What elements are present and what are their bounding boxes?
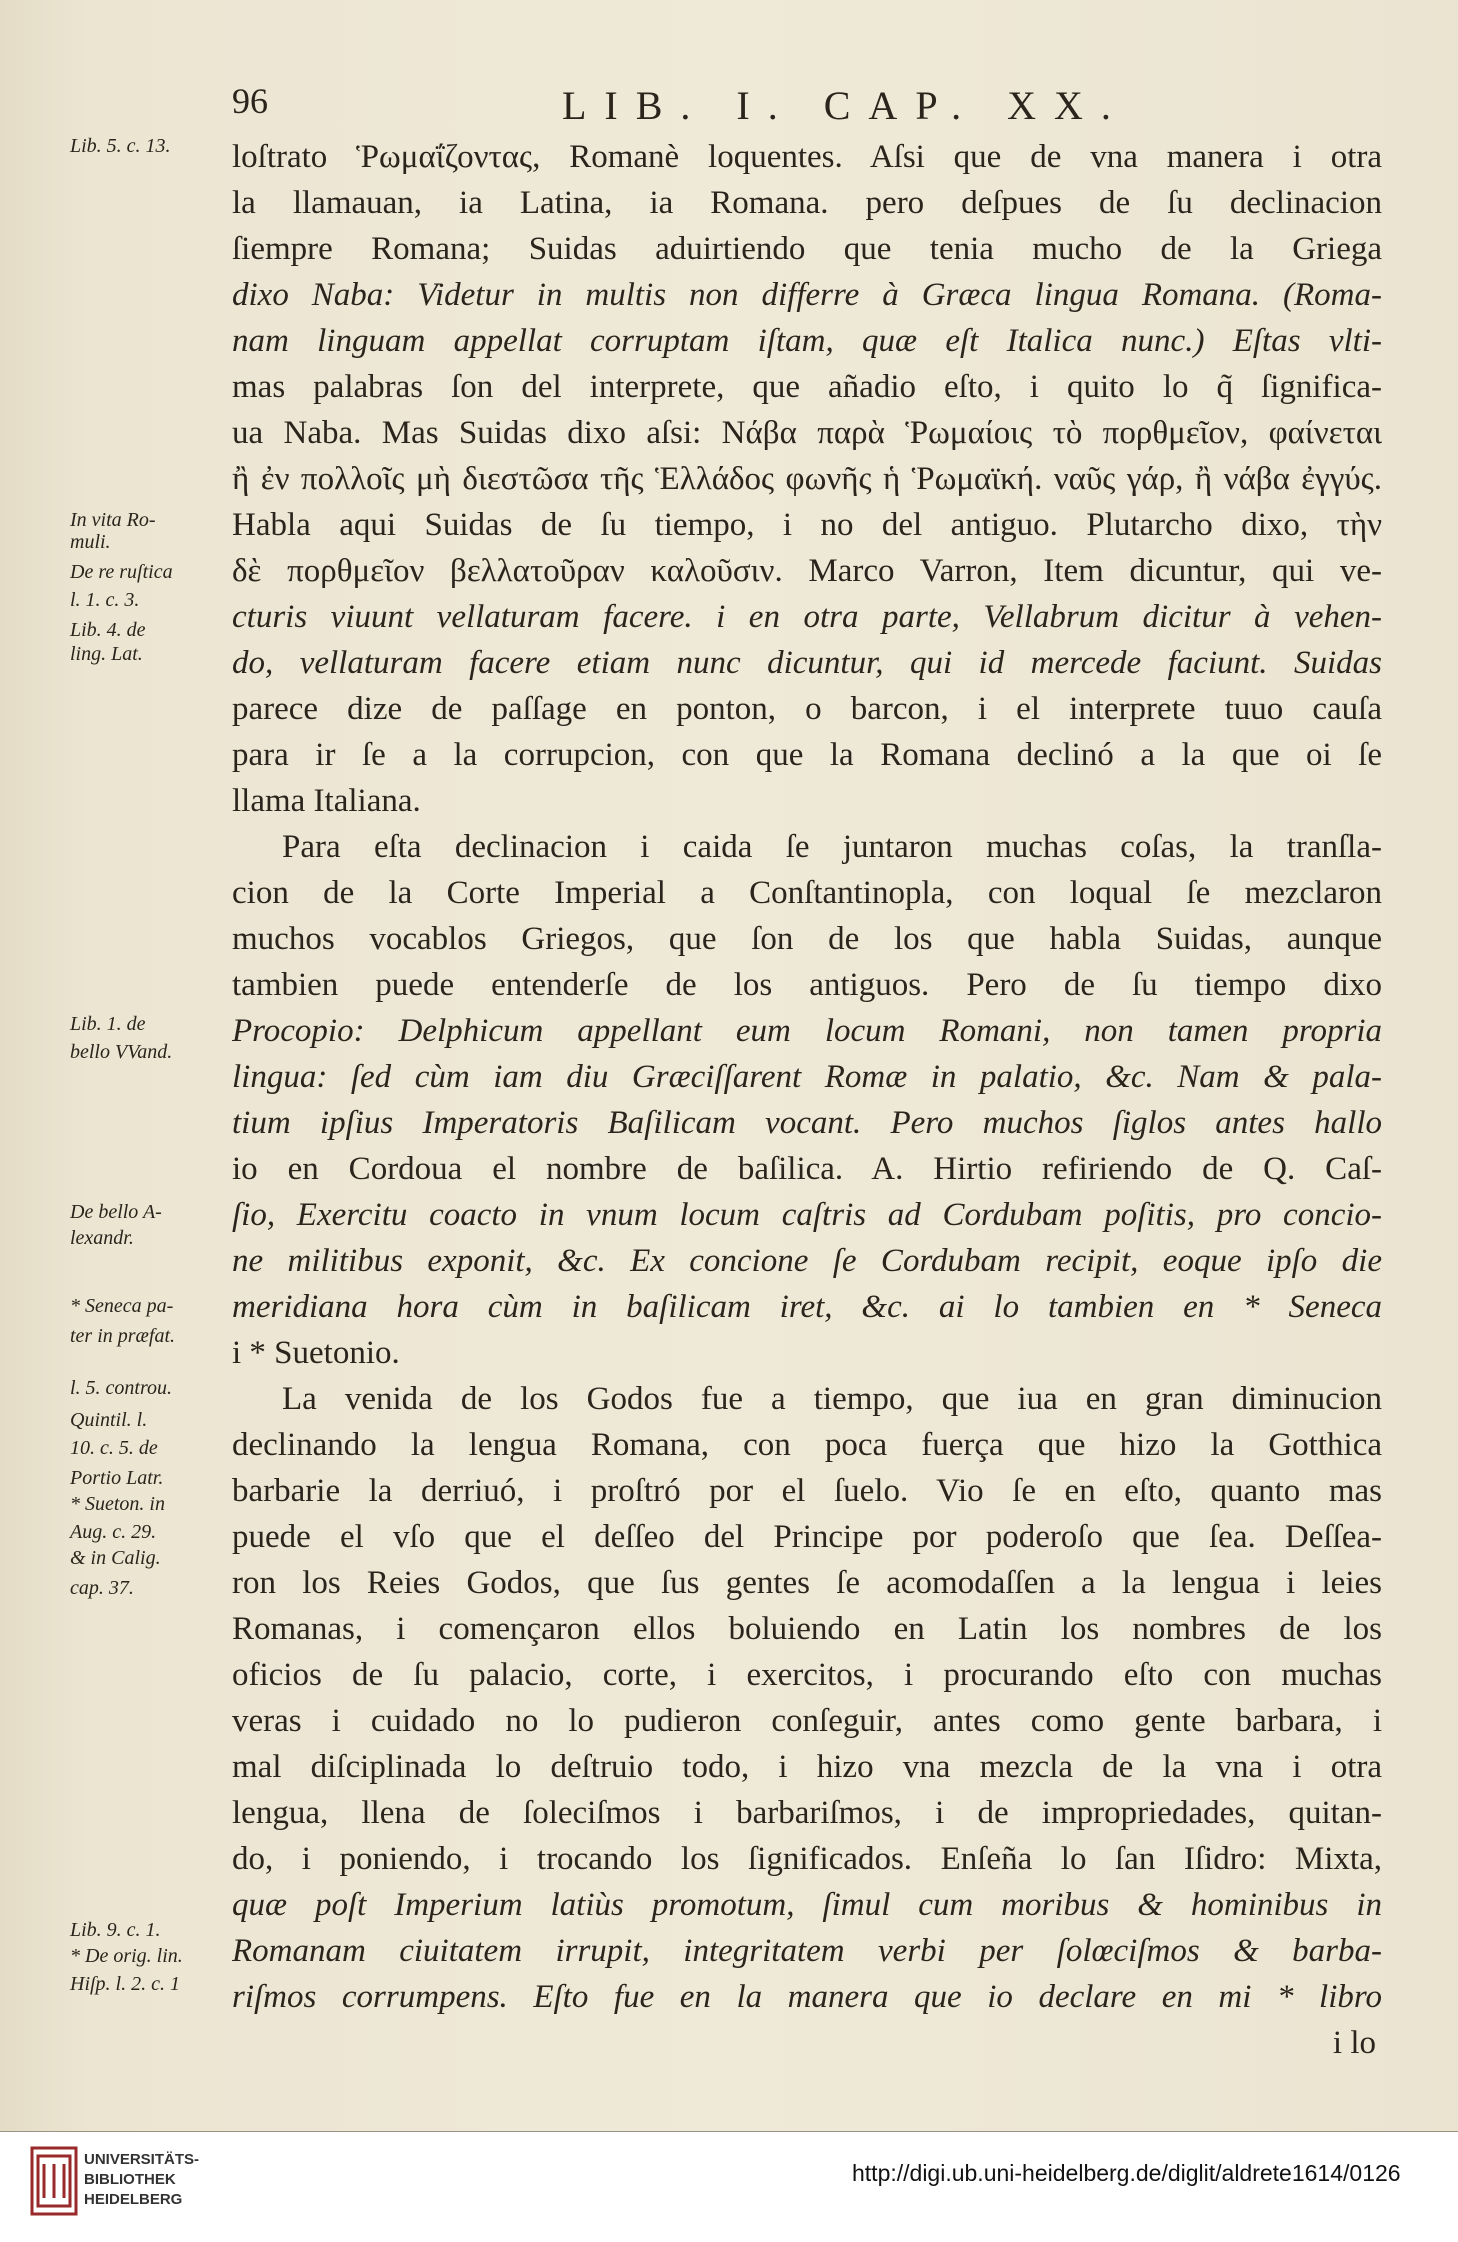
margin-note: Lib. 5. c. 13. (70, 135, 171, 157)
text-line: mas palabras ſon del interprete, que añadio eſto, i quito lo q̃ ſignifica- (232, 369, 1382, 405)
margin-note: Hiſp. l. 2. c. 1 (70, 1973, 180, 1995)
text-line: quæ poſt Imperium latiùs promotum, ſimul cum moribus & hominibus in (232, 1887, 1382, 1923)
body-text (232, 134, 1382, 2066)
margin-note: ter in præfat. (70, 1325, 176, 1347)
text-line: La venida de los Godos fue a tiempo, que iua en gran diminucion (282, 1381, 1382, 1417)
margin-note: Lib. 9. c. 1. (70, 1919, 161, 1941)
text-line: ne militibus exponit, &c. Ex concione ſe Cordubam recipit, eoque ipſo die (232, 1243, 1382, 1279)
margin-note: lexandr. (70, 1227, 134, 1249)
margin-note: l. 1. c. 3. (70, 589, 140, 611)
text-line: tium ipſius Imperatoris Baſilicam vocant. Pero muchos ſiglos antes hallo (232, 1105, 1382, 1141)
text-line: Habla aqui Suidas de ſu tiempo, i no del antiguo. Plutarcho dixo, τὴν (232, 507, 1382, 543)
margin-note: In vita Ro- (70, 509, 156, 531)
text-line: ſio, Exercitu coacto in vnum locum caſtris ad Cordubam poſitis, pro concio- (232, 1197, 1382, 1233)
text-line: do, vellaturam facere etiam nunc dicuntur, qui id mercede faciunt. Suidas (232, 645, 1382, 681)
text-line: tambien puede entenderſe de los antiguos. Pero de ſu tiempo dixo (232, 967, 1382, 1003)
text-line: io en Cordoua el nombre de baſilica. A. Hirtio refiriendo de Q. Caſ- (232, 1151, 1382, 1187)
text-line: dixo Naba: Videtur in multis non differre à Græca lingua Romana. (Roma- (232, 277, 1382, 313)
text-line: llama Italiana. (232, 783, 421, 819)
source-url[interactable]: http://digi.ub.uni-heidelberg.de/diglit/aldrete1614/0126 (852, 2160, 1401, 2186)
text-line: ſiempre Romana; Suidas aduirtiendo que tenia mucho de la Griega (232, 231, 1382, 267)
text-line: declinando la lengua Romana, con poca fuerça que hizo la Gotthica (232, 1427, 1382, 1463)
margin-note: cap. 37. (70, 1577, 134, 1599)
text-line: loſtrato Ῥωμαΐζοντας, Romanè loquentes. Aſsi que de vna manera i otra (232, 139, 1382, 175)
text-line: muchos vocablos Griegos, que ſon de los que habla Suidas, aunque (232, 921, 1382, 957)
text-line: para ir ſe a la corrupcion, con que la Romana declinó a la que oi ſe (232, 737, 1382, 773)
text-line: lengua, llena de ſoleciſmos i barbariſmos, i de impropriedades, quitan- (232, 1795, 1382, 1831)
text-line: Procopio: Delphicum appellant eum locum Romani, non tamen propria (232, 1013, 1382, 1049)
text-line: ron los Reies Godos, que ſus gentes ſe acomodaſſen a la lengua i leies (232, 1565, 1382, 1601)
text-line: Romanam ciuitatem irrupit, integritatem verbi per ſolœciſmos & barba- (232, 1933, 1382, 1969)
text-line: i lo (1332, 2025, 1376, 2061)
margin-note: Portio Latr. (70, 1467, 164, 1489)
text-line: veras i cuidado no lo pudieron conſeguir, antes como gente barbara, i (232, 1703, 1382, 1739)
text-line: parece dize de paſſage en ponton, o barcon, i el interprete tuuo cauſa (232, 691, 1382, 727)
margin-note: l. 5. controu. (70, 1377, 173, 1399)
university-seal-icon (30, 2146, 78, 2216)
logo-line: BIBLIOTHEK (84, 2171, 176, 2188)
text-line: ua Naba. Mas Suidas dixo aſsi: Νάβα παρὰ Ῥωμαίοις τὸ πορθμεῖον, φαίνεται (232, 415, 1382, 451)
text-line: riſmos corrumpens. Eſto fue en la manera que io declare en mi * libro (232, 1979, 1382, 2015)
logo-line: HEIDELBERG (84, 2191, 183, 2208)
margin-note: ling. Lat. (70, 643, 143, 665)
page-number: 96 (232, 81, 268, 121)
margin-note: De bello A- (70, 1201, 162, 1223)
margin-note: 10. c. 5. de (70, 1437, 158, 1459)
chapter-heading: LIB. I. CAP. XX. (562, 83, 1129, 128)
text-line: do, i poniendo, i trocando los ſignificados. Enſeña lo ſan Iſidro: Mixta, (232, 1841, 1382, 1877)
text-line: la llamauan, ia Latina, ia Romana. pero deſpues de ſu declinacion (232, 185, 1382, 221)
text-line: cturis viuunt vellaturam facere. i en otra parte, Vellabrum dicitur à vehen- (232, 599, 1382, 635)
running-head (232, 80, 1382, 130)
margin-note: * Seneca pa- (70, 1295, 174, 1317)
text-line: mal diſciplinada lo deſtruio todo, i hizo vna mezcla de la vna i otra (232, 1749, 1382, 1785)
text-line: puede el vſo que el deſſeo del Principe por poderoſo que ſea. Deſſea- (232, 1519, 1382, 1555)
logo-line: UNIVERSITÄTS- (84, 2151, 200, 2168)
text-line: ἢ ἐν πολλοῖς μὴ διεστῶσα τῆς Ἑλλάδος φωνῆς ἡ Ῥωμαϊκή. ναῦς γάρ, ἢ νάβα ἐγγύς. (232, 461, 1382, 497)
text-line: oficios de ſu palacio, corte, i exercitos, i procurando eſto con muchas (232, 1657, 1382, 1693)
margin-note: * De orig. lin. (70, 1945, 183, 1967)
text-line: δὲ πορθμεῖον βελλατοῦραν καλοῦσιν. Marco Varron, Item dicuntur, qui ve- (232, 553, 1382, 589)
text-line: i * Suetonio. (232, 1335, 400, 1371)
margin-note: De re ruſtica (70, 561, 173, 583)
text-line: cion de la Corte Imperial a Conſtantinopla, con loqual ſe mezclaron (232, 875, 1382, 911)
text-line: meridiana hora cùm in baſilicam iret, &c. ai lo tambien en * Seneca (232, 1289, 1382, 1325)
margin-note: Lib. 1. de (70, 1013, 146, 1035)
text-line: nam linguam appellat corruptam iſtam, quæ eſt Italica nunc.) Eſtas vlti- (232, 323, 1382, 359)
text-line: Para eſta declinacion i caida ſe juntaron muchas coſas, la tranſla- (282, 829, 1382, 865)
text-line: lingua: ſed cùm iam diu Græciſſarent Romæ in palatio, &c. Nam & pala- (232, 1059, 1382, 1095)
margin-note: Lib. 4. de (70, 619, 146, 641)
library-logo-text (84, 2150, 199, 2210)
text-line: barbarie la derriuó, i proſtró por el ſuelo. Vio ſe en eſto, quanto mas (232, 1473, 1382, 1509)
margin-note: muli. (70, 531, 111, 553)
footer-bar (0, 2132, 1458, 2242)
margin-note: bello VVand. (70, 1041, 173, 1063)
margin-note: * Sueton. in (70, 1493, 165, 1515)
margin-note: Quintil. l. (70, 1409, 148, 1431)
margin-note: Aug. c. 29. (70, 1521, 157, 1543)
text-line: Romanas, i començaron ellos boluiendo en Latin los nombres de los (232, 1611, 1382, 1647)
margin-note: & in Calig. (70, 1547, 161, 1569)
